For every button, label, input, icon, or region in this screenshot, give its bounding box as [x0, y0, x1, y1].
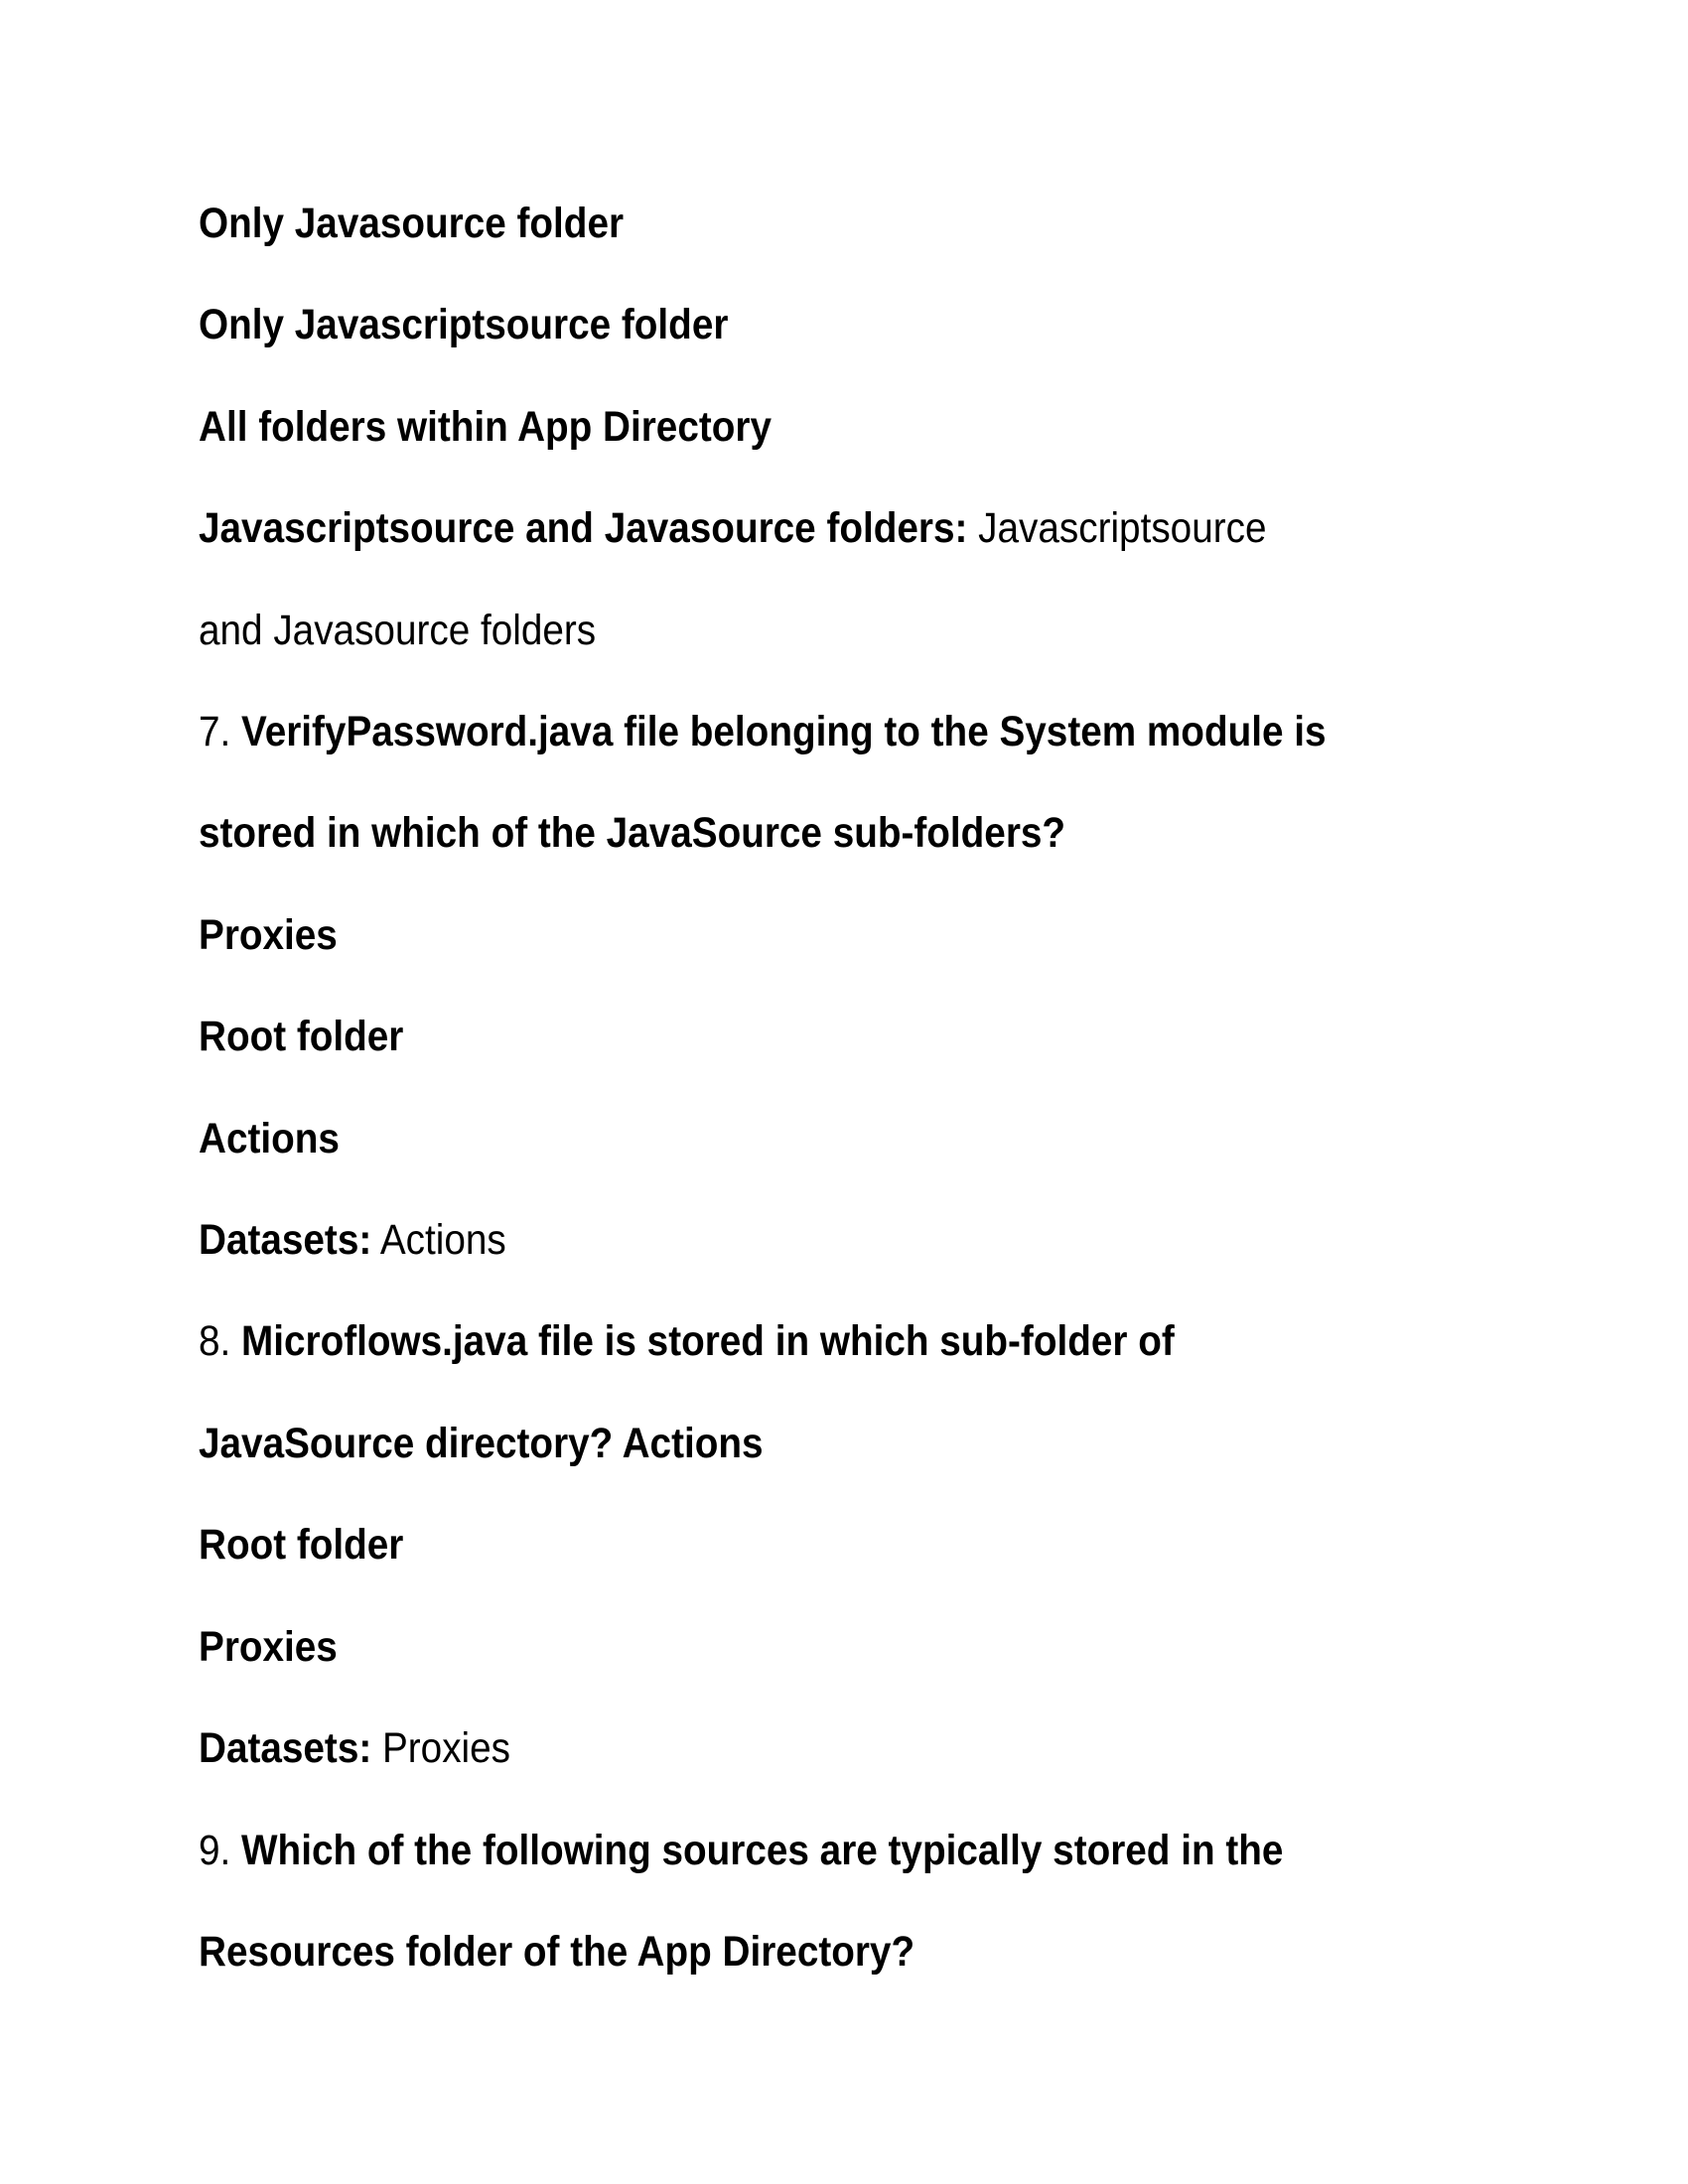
answer-label: Javascriptsource and Javasource folders:: [199, 504, 968, 552]
option-text: Only Javasource folder: [199, 200, 625, 247]
option-root-folder: [199, 1013, 404, 1060]
question-7-continued: [199, 809, 1066, 857]
question-text: Microflows.java file is stored in which sub-folder of: [241, 1317, 1175, 1365]
question-7: [199, 708, 1327, 755]
option-only-javascriptsource: [199, 301, 729, 348]
answer-line-q8: [199, 1724, 511, 1772]
option-text: Actions: [199, 1115, 340, 1162]
answer-line-q7: [199, 1216, 506, 1264]
answer-value: and Javasource folders: [199, 607, 597, 654]
question-8: [199, 1317, 1175, 1365]
answer-value: Proxies: [371, 1724, 511, 1772]
option-text: Root folder: [199, 1521, 404, 1569]
option-only-javasource: [199, 200, 625, 247]
question-text: JavaSource directory? Actions: [199, 1420, 764, 1467]
answer-line-q6-continued: [199, 607, 597, 654]
option-all-folders: [199, 403, 772, 451]
option-actions: [199, 1115, 340, 1162]
question-number: 9.: [199, 1827, 242, 1874]
question-number: 8.: [199, 1317, 242, 1365]
question-9-continued: [199, 1928, 915, 1976]
question-8-continued: [199, 1420, 764, 1467]
answer-label: Datasets:: [199, 1216, 372, 1264]
question-text: Which of the following sources are typically stored in the: [241, 1827, 1284, 1874]
option-text: Proxies: [199, 911, 338, 959]
option-text: Proxies: [199, 1623, 338, 1671]
question-9: [199, 1827, 1284, 1874]
answer-value: Actions: [371, 1216, 506, 1264]
answer-value: Javascriptsource: [967, 504, 1267, 552]
option-proxies: [199, 911, 338, 959]
option-proxies: [199, 1623, 338, 1671]
question-text: Resources folder of the App Directory?: [199, 1928, 915, 1976]
question-text: stored in which of the JavaSource sub-folders?: [199, 809, 1066, 857]
option-text: Root folder: [199, 1013, 404, 1060]
answer-line-q6: [199, 504, 1267, 552]
option-text: All folders within App Directory: [199, 403, 772, 451]
answer-label: Datasets:: [199, 1724, 372, 1772]
option-root-folder: [199, 1521, 404, 1569]
option-text: Only Javascriptsource folder: [199, 301, 729, 348]
question-text: VerifyPassword.java file belonging to the System module is: [241, 708, 1327, 755]
question-number: 7.: [199, 708, 242, 755]
